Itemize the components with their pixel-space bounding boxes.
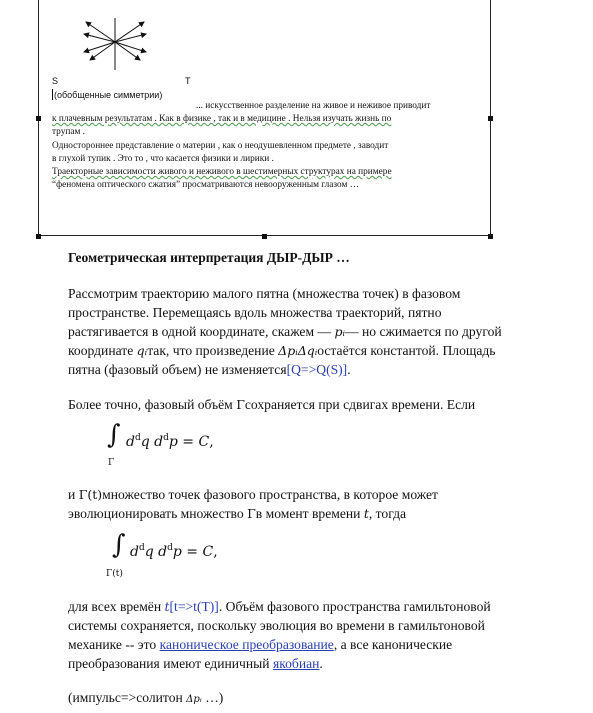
paragraph-line: пространстве. Перемещаясь вдоль множества траекторий, пятно [68, 305, 442, 320]
jacobian-link[interactable]: якобиан [272, 656, 320, 671]
paragraph-line: растягивается в одной координате, скажем — pᵢ— но сжимается по другой [68, 324, 502, 339]
cross-reference-link[interactable]: [t=>t(T)] [169, 599, 219, 614]
paragraph-line: пятна (фазовый объем) не изменяется[Q=>Q(S)]. [68, 362, 351, 377]
figure-text-line: “феномена оптического сжатия” просматриваются невооруженным глазом … [52, 180, 359, 190]
figure-label-s: S [52, 76, 59, 86]
resize-handle[interactable] [36, 234, 41, 239]
paragraph-line: Более точно, фазовый объём Γсохраняется при сдвигах времени. Если [68, 397, 476, 412]
figure-text-line: в глухой тупик . Это то , что касается физики и лирики . [52, 154, 274, 164]
figure-text-line: к плачевным результатам . Как в физике , так и в медицине . Нельзя изучать жизнь по [52, 114, 392, 124]
paragraph-line: и Γ(t)множество точек фазового пространства, в которое может [68, 487, 438, 502]
paragraph-line: эволюционировать множество Γв момент времени t, тогда [68, 506, 407, 521]
figure-text-line: Траекторные зависимости живого и неживого в шестимерных структурах на примере [52, 167, 392, 177]
section-heading: Геометрическая интерпретация ДЫР-ДЫР … [68, 250, 350, 265]
paragraph-line: преобразования имеют единичный якобиан. [68, 656, 323, 671]
integral-subscript: Γ(t) [106, 569, 123, 579]
paragraph-line: для всех времён t[t=>t(T)]. Объём фазового пространства гамильтоновой [68, 599, 491, 614]
figure-text-line: трупам . [52, 127, 85, 137]
canonical-transformation-link[interactable]: каноническое преобразование [159, 637, 334, 652]
resize-handle[interactable] [488, 116, 493, 121]
figure-text-line: ... искусственное разделение на живое и неживое приводит [196, 101, 431, 111]
resize-handle[interactable] [488, 234, 493, 239]
integral-sign: ∫ [112, 530, 126, 560]
cross-reference-link[interactable]: [Q=>Q(S)] [286, 362, 348, 377]
paragraph-line: механике -- это каноническое преобразование, а все канонические [68, 637, 453, 652]
paragraph-line: координате qᵢтак, что произведение ΔpᵢΔqᵢостаётся константой. Площадь [68, 343, 496, 358]
text-cursor [52, 89, 53, 100]
resize-handle[interactable] [262, 234, 267, 239]
paragraph-line: системы сохраняется, поскольку эволюция во времени в гамильтоновой [68, 618, 485, 633]
equation: $d^dq$ $d^dp = C$, [126, 433, 214, 450]
figure-text-line: Одностороннее представление о материи , как о неодушевленном предмете , заводит [52, 141, 389, 151]
figure-label-t: T [185, 76, 191, 86]
paragraph-line: Рассмотрим траекторию малого пятна (множества точек) в фазовом [68, 286, 461, 301]
integral-subscript: Γ [108, 458, 115, 468]
integral-sign: ∫ [107, 420, 121, 450]
equation: $d^dq$ $d^dp = C$, [130, 543, 218, 560]
resize-handle[interactable] [36, 116, 41, 121]
figure-label-symmetry: (обобщенные симметрии) [54, 90, 163, 100]
paragraph-line: (импульс=>солитон Δpᵢ …) [68, 690, 224, 705]
star-arrows-icon [80, 16, 150, 72]
